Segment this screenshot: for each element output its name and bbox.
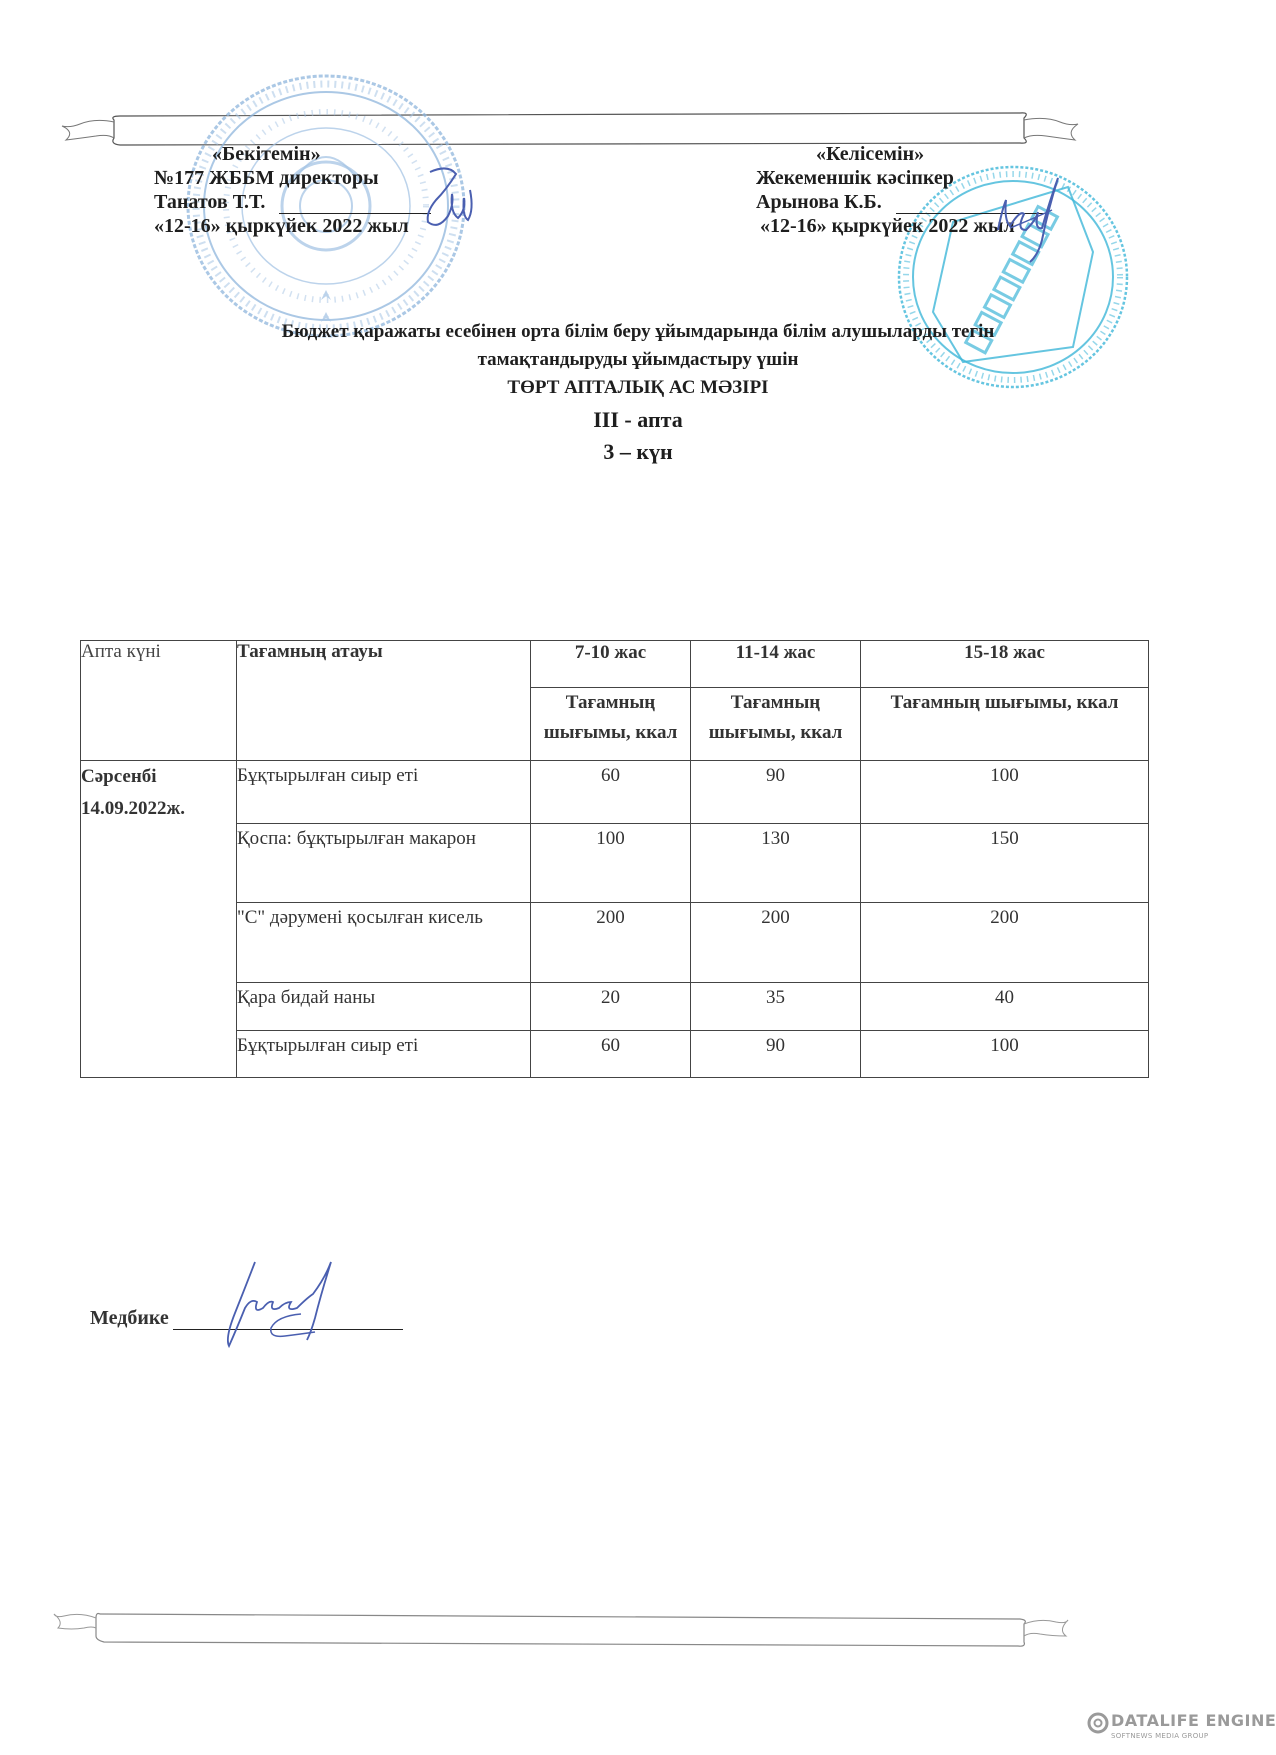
week-label: ІІІ - апта <box>593 407 683 432</box>
day-label: 3 – күн <box>603 439 673 464</box>
col-header-age-7-10: 7-10 жас <box>531 641 691 688</box>
director-signature <box>408 160 478 240</box>
dish-name-cell: Бұқтырылған сиыр еті <box>237 1031 531 1078</box>
kcal-cell: 60 <box>531 1031 691 1078</box>
kcal-cell: 35 <box>691 983 861 1031</box>
bottom-ribbon-decoration <box>0 1592 1276 1672</box>
kcal-cell: 100 <box>861 761 1149 824</box>
nurse-label: Медбике <box>90 1307 169 1329</box>
table-row <box>81 983 1149 1031</box>
title-line-3: ТӨРТ АПТАЛЫҚ АС МӘЗІРІ <box>507 377 769 398</box>
approval-left-position: №177 ЖББМ директоры <box>154 167 379 189</box>
kcal-cell: 60 <box>531 761 691 824</box>
kcal-cell: 200 <box>861 903 1149 983</box>
dish-name-cell: Қара бидай наны <box>237 983 531 1031</box>
table-row <box>81 1031 1149 1078</box>
nurse-signature <box>215 1258 385 1358</box>
col-subheader-kcal: Тағамның шығымы, ккал <box>691 688 861 761</box>
approval-right-name: Арынова К.Б. <box>756 191 882 213</box>
title-line-2: тамақтандыруды ұйымдастыру үшін <box>477 349 799 370</box>
kcal-cell: 130 <box>691 824 861 903</box>
kcal-cell: 100 <box>861 1031 1149 1078</box>
kcal-cell: 90 <box>691 1031 861 1078</box>
title-line-1: Бюджет қаражаты есебінен орта білім беру ұйымдарында білім алушыларды тегін <box>281 321 995 342</box>
col-header-age-15-18: 15-18 жас <box>861 641 1149 688</box>
entrepreneur-signature <box>990 170 1070 265</box>
approval-right-heading: «Келісемін» <box>816 143 925 165</box>
datalife-engine-watermark <box>1087 1711 1276 1744</box>
document-title-block <box>0 318 1276 468</box>
dish-name-cell: Бұқтырылған сиыр еті <box>237 761 531 824</box>
col-subheader-kcal: Тағамның шығымы, ккал <box>531 688 691 761</box>
approval-left-name: Танатов Т.Т. <box>154 191 266 213</box>
table-header-row-1 <box>81 641 1149 688</box>
kcal-cell: 20 <box>531 983 691 1031</box>
approval-right-position: Жекеменшік кәсіпкер <box>756 167 954 189</box>
kcal-cell: 100 <box>531 824 691 903</box>
table-row <box>81 903 1149 983</box>
kcal-cell: 150 <box>861 824 1149 903</box>
kcal-cell: 90 <box>691 761 861 824</box>
table-row <box>81 824 1149 903</box>
table-row <box>81 761 1149 824</box>
approval-left-date: «12-16» қыркүйек 2022 жыл <box>154 215 409 237</box>
col-subheader-kcal: Тағамның шығымы, ккал <box>861 688 1149 761</box>
dish-name-cell: Қоспа: бұқтырылған макарон <box>237 824 531 903</box>
kcal-cell: 200 <box>691 903 861 983</box>
approval-block-left <box>154 142 431 238</box>
day-date: 14.09.2022ж. <box>81 798 186 819</box>
kcal-cell: 40 <box>861 983 1149 1031</box>
approval-left-heading: «Бекітемін» <box>212 143 321 165</box>
approval-right-date: «12-16» қыркүйек 2022 жыл <box>760 215 1015 237</box>
col-header-dish-name: Тағамның атауы <box>237 641 531 761</box>
watermark-sub-text: SOFTNEWS MEDIA GROUP <box>1111 1732 1209 1740</box>
col-header-age-11-14: 11-14 жас <box>691 641 861 688</box>
dish-name-cell: "С" дәрумені қосылған кисель <box>237 903 531 983</box>
day-cell <box>81 761 237 1078</box>
watermark-main-text: DATALIFE ENGINE <box>1111 1711 1276 1730</box>
day-name: Сәрсенбі <box>81 766 157 787</box>
datalife-logo-icon <box>1087 1712 1109 1734</box>
kcal-cell: 200 <box>531 903 691 983</box>
col-header-day: Апта күні <box>81 641 237 761</box>
menu-table <box>80 640 1149 1078</box>
